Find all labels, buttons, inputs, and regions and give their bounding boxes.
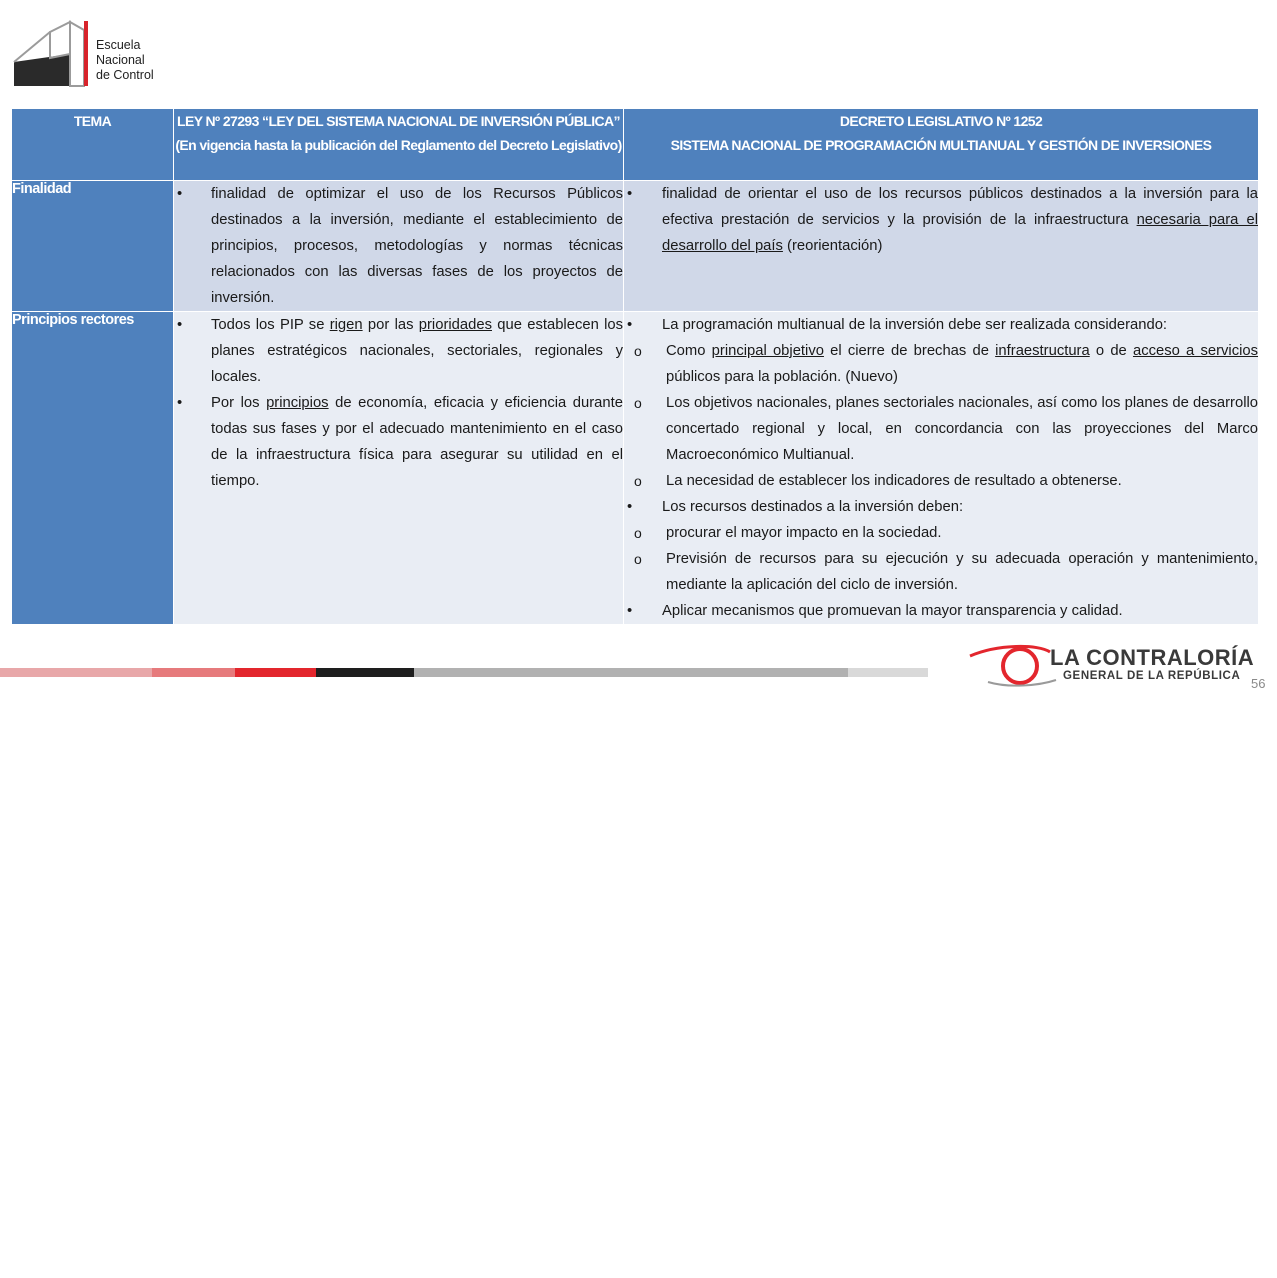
finalidad-decreto-text-a: finalidad de orientar el uso de los recursos públicos destinados a la inversión para la efectiva prestación de servicios y la provisión de la infraestructura: [662, 186, 1258, 228]
principios-decreto-1a: [624, 338, 1258, 390]
table-row-principios: [12, 312, 1259, 625]
header-ley-27293: [174, 109, 624, 181]
principios-ley-2-u: principios: [266, 395, 329, 411]
contraloria-title: LA CONTRALORÍA: [1050, 645, 1255, 670]
contraloria-subtitle: GENERAL DE LA REPÚBLICA: [1063, 670, 1241, 682]
header-decreto-subtitle: SISTEMA NACIONAL DE PROGRAMACIÓN MULTIANUAL Y GESTIÓN DE INVERSIONES: [670, 137, 1212, 153]
finalidad-decreto-underlined: necesaria para el desarrollo del país: [662, 212, 1258, 254]
logo-line-3: de Control: [96, 68, 154, 82]
cell-finalidad-decreto: [624, 181, 1259, 312]
cell-principios-decreto: [624, 312, 1259, 625]
escuela-building-icon: [12, 18, 96, 92]
footer-color-bars: [0, 668, 928, 677]
comparison-table: [11, 108, 1259, 625]
row-label-principios-text: Principios rectores: [12, 312, 134, 328]
row-label-finalidad: [12, 181, 174, 312]
logo-line-1: Escuela: [96, 38, 141, 52]
principios-ley-1-b: por las: [362, 317, 419, 333]
principios-decreto-1a-c: o de: [1089, 343, 1133, 359]
logo-line-2: Nacional: [96, 53, 145, 67]
principios-ley-2-b: de economía, eficacia y eficiencia durante todas sus fases y por el adecuado mantenimiento en el caso de la infraestructura física para asegurar su utilidad en el tiempo.: [211, 395, 623, 489]
finalidad-decreto-bullet: [624, 181, 1258, 259]
cell-principios-ley: [174, 312, 624, 625]
principios-ley-2-a: Por los: [211, 395, 267, 411]
finalidad-decreto-text-b: (reorientación): [782, 238, 883, 254]
finalidad-ley-bullet: • finalidad de optimizar el uso de los Recursos Públicos destinados a la inversión, mediante el establecimiento de principios, procesos, metodologías y normas técnicas relacionados con las diversas fases de los proyectos de inversión.: [174, 181, 623, 311]
table-header-row: [12, 109, 1259, 181]
principios-decreto-1-text: La programación multianual de la inversión debe ser realizada considerando:: [662, 317, 1168, 333]
principios-decreto-1a-a: Como: [666, 343, 712, 359]
principios-decreto-1c: o La necesidad de establecer los indicadores de resultado a obtenerse.: [624, 468, 1258, 494]
principios-decreto-bullet-3: • Aplicar mecanismos que promuevan la mayor transparencia y calidad.: [624, 598, 1258, 624]
principios-decreto-1a-d: públicos para la población. (Nuevo): [666, 369, 898, 385]
bar-light-gray: [848, 668, 928, 677]
principios-ley-1-c: que establecen los planes estratégicos nacionales, sectoriales, regionales y locales.: [211, 317, 623, 385]
bar-light-pink: [0, 668, 152, 677]
principios-decreto-1a-b: el cierre de brechas de: [823, 343, 996, 359]
principios-decreto-1b: o Los objetivos nacionales, planes sectoriales nacionales, así como los planes de desarrollo concertado regional y local, en concordancia con las proyecciones del Marco Macroeconómico Multianual.: [624, 390, 1258, 468]
escuela-logo: [12, 18, 172, 92]
principios-decreto-1a-u1: principal objetivo: [711, 343, 824, 359]
principios-decreto-2a: o procurar el mayor impacto en la sociedad.: [624, 520, 1258, 546]
principios-decreto-1a-u2: infraestructura: [995, 343, 1090, 359]
principios-ley-1-a: Todos los PIP se: [211, 317, 330, 333]
bar-red: [235, 668, 316, 677]
header-tema: [12, 109, 174, 181]
row-label-finalidad-text: Finalidad: [12, 181, 72, 197]
principios-ley-1-u1: rigen: [329, 317, 363, 333]
principios-decreto-1a-u3: acceso a servicios: [1132, 343, 1259, 359]
header-tema-text: TEMA: [73, 113, 112, 129]
principios-decreto-bullet-2: [624, 494, 1258, 598]
principios-ley-1-u2: prioridades: [418, 317, 492, 333]
contraloria-logo: [968, 642, 1253, 692]
escuela-logo-text: [96, 38, 154, 83]
bar-gray: [414, 668, 848, 677]
contraloria-swoosh-icon: [968, 642, 1058, 692]
page-number: 56: [1251, 676, 1266, 691]
principios-decreto-bullet-1: [624, 312, 1258, 494]
cell-finalidad-ley: [174, 181, 624, 312]
principios-ley-bullet-2: [174, 390, 623, 494]
header-decreto-1252: [624, 109, 1259, 181]
header-ley-27293-text: LEY Nº 27293 “LEY DEL SISTEMA NACIONAL DE INVERSIÓN PÚBLICA” (En vigencia hasta la publicación del Reglamento del Decreto Legislativo): [175, 113, 622, 153]
bar-black: [316, 668, 414, 677]
header-decreto-title: DECRETO LEGISLATIVO Nº 1252: [839, 113, 1043, 129]
principios-decreto-2-text: Los recursos destinados a la inversión deben:: [662, 499, 964, 515]
bar-salmon: [152, 668, 235, 677]
principios-decreto-2b: o Previsión de recursos para su ejecución y su adecuada operación y mantenimiento, mediante la aplicación del ciclo de inversión.: [624, 546, 1258, 598]
row-label-principios: [12, 312, 174, 625]
principios-ley-bullet-1: [174, 312, 623, 390]
table-row-finalidad: [12, 181, 1259, 312]
